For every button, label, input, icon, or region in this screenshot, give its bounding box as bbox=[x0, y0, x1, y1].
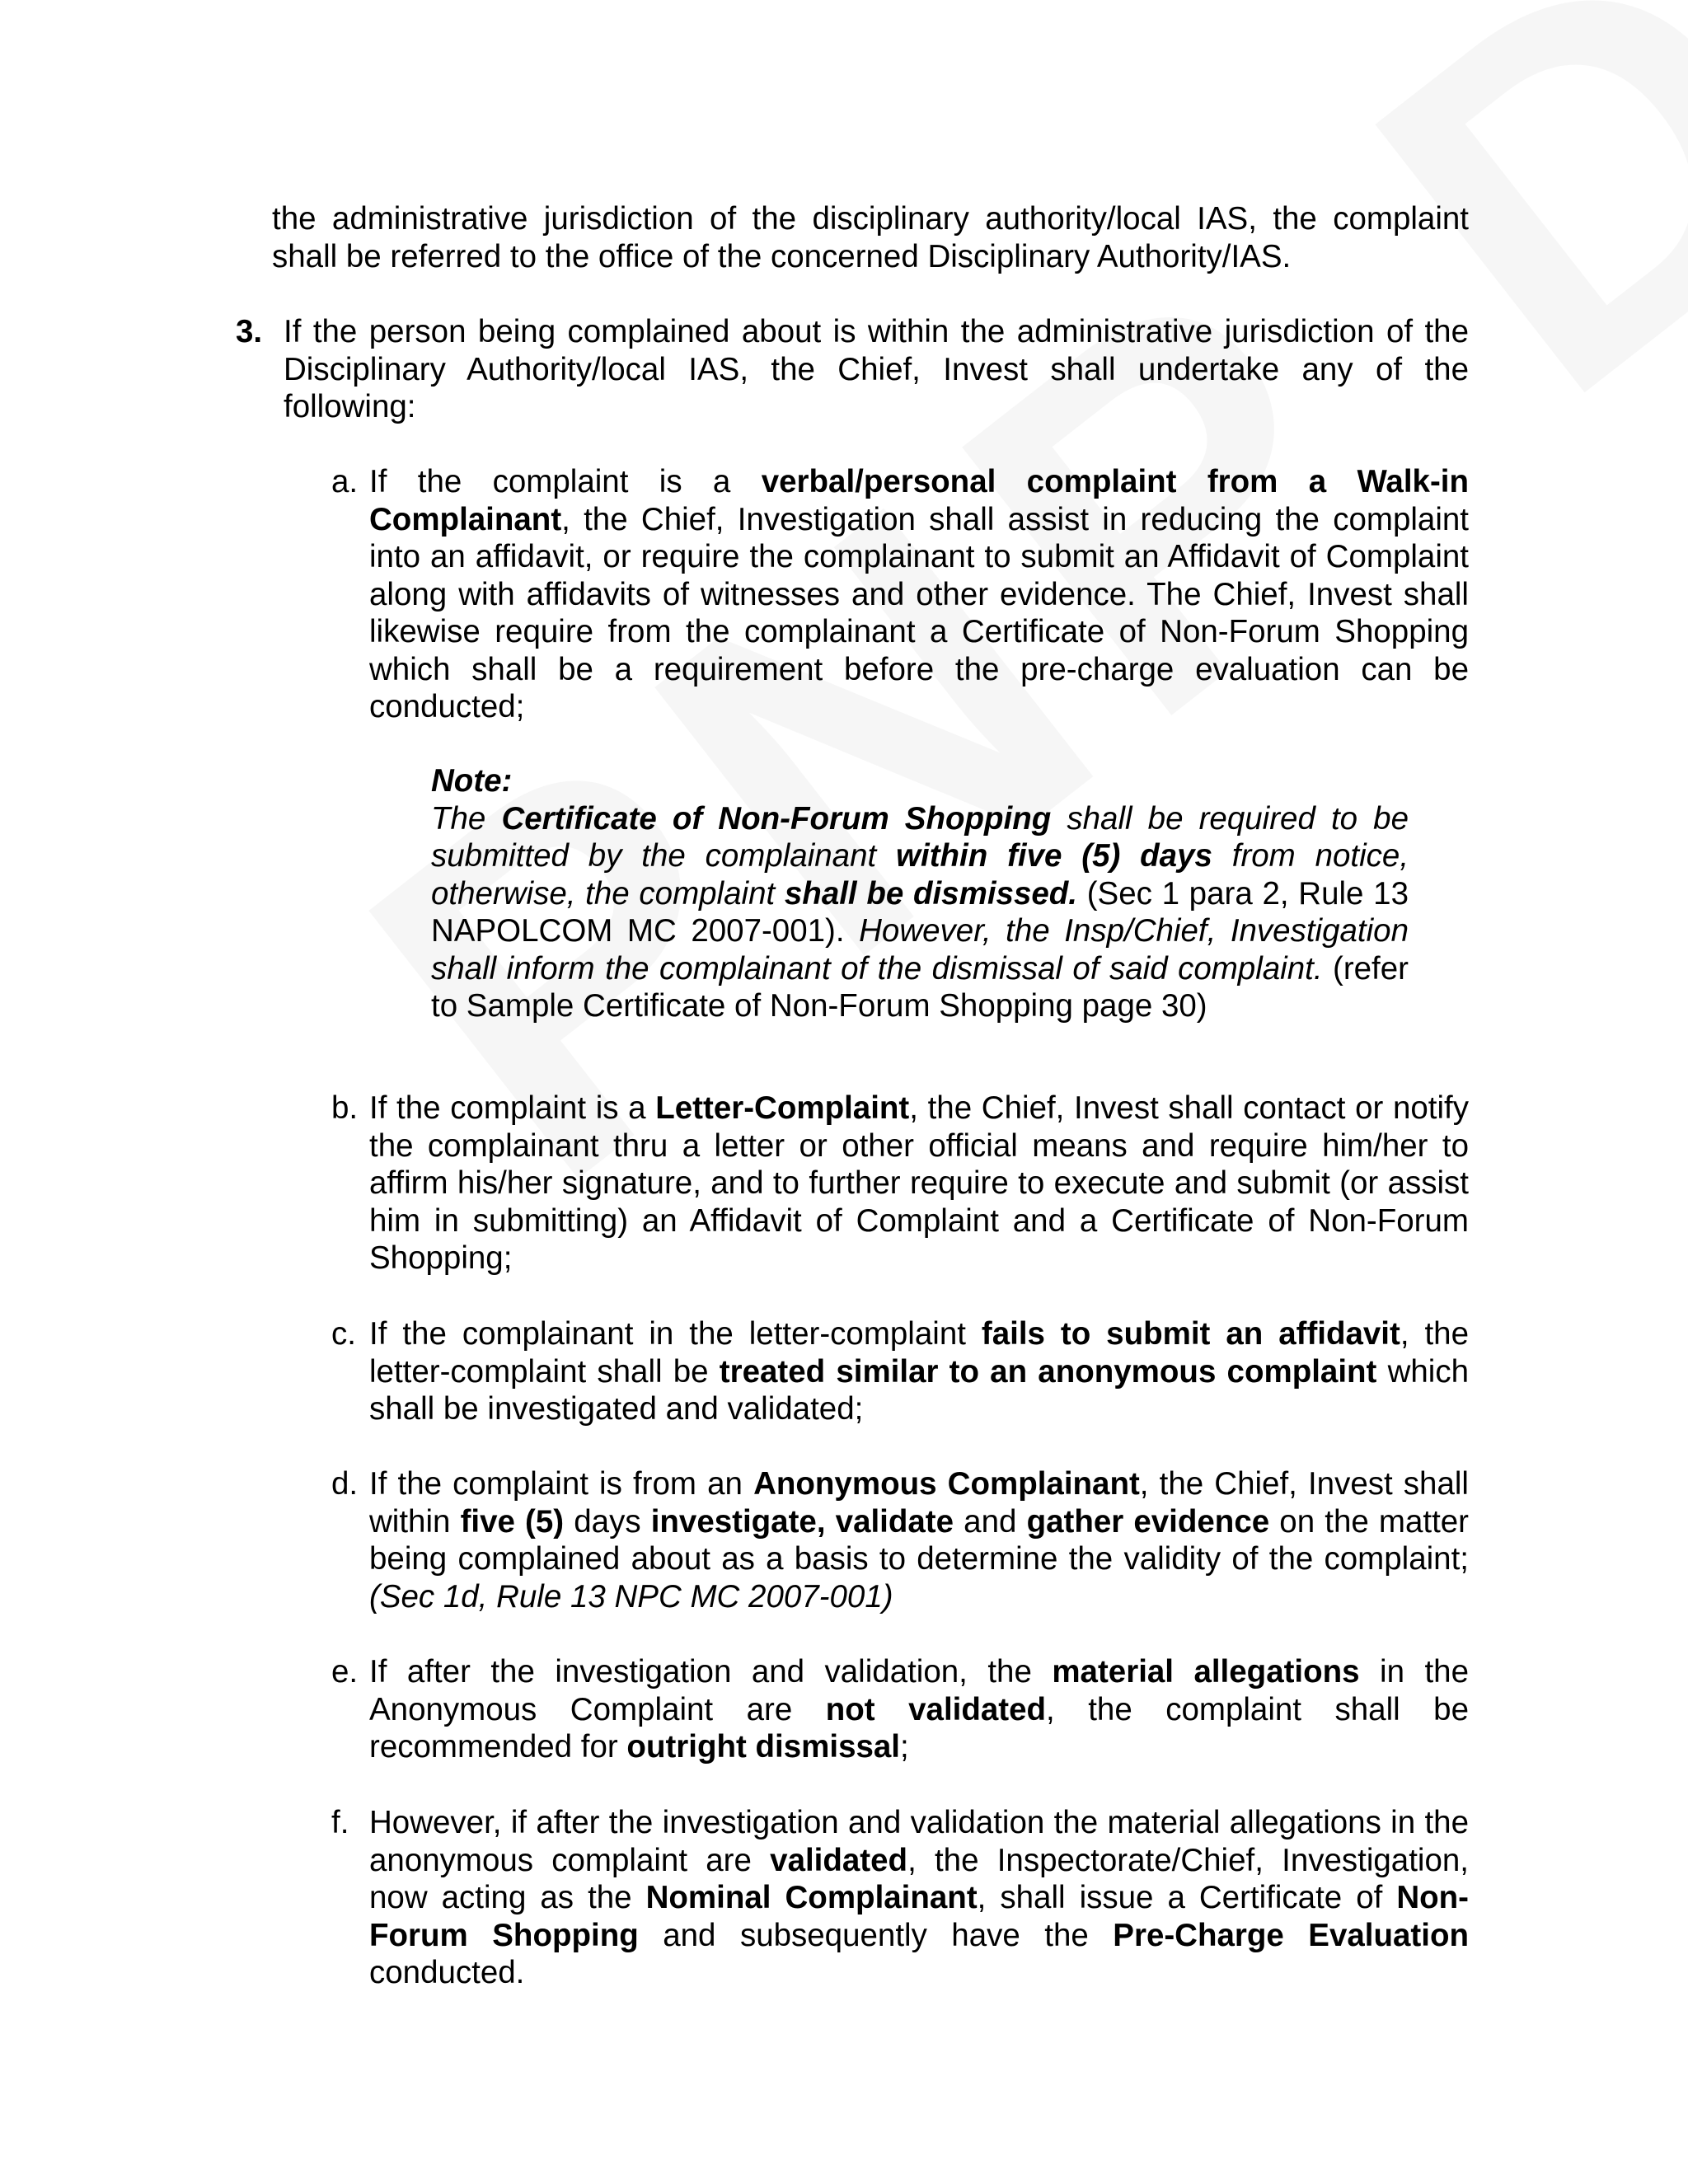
italic-run: (Sec 1d, Rule 13 NPC MC 2007-001) bbox=[369, 1578, 893, 1615]
text-run: (Sec 1 para 2, Rule 13 NAPOLCOM MC 2007-001). bbox=[431, 875, 1409, 949]
note-heading: Note: bbox=[431, 763, 513, 799]
text-run: If the complainant in the letter-complaint bbox=[369, 1316, 982, 1352]
sub-item-label: d. bbox=[331, 1466, 359, 1502]
text-run: on the matter being complained about as a basis to determine the validity of the complaint; bbox=[369, 1503, 1470, 1577]
bold-run: Letter-Complaint bbox=[655, 1090, 910, 1126]
text-run: , the Chief, Invest shall contact or notify the complainant thru a letter or other official means and require him/her to affirm his/her signature, and to further require to execute and submit (or assist him in submitting) an Affidavit of Complaint and a Certificate of Non-Forum Shopping; bbox=[369, 1090, 1469, 1276]
bold-run: validated bbox=[770, 1842, 908, 1878]
sub-item-c bbox=[331, 1315, 1469, 1428]
bold-italic-run: within five (5) days bbox=[896, 838, 1212, 874]
sub-item-label: b. bbox=[331, 1090, 359, 1126]
sub-item-label: e. bbox=[331, 1654, 359, 1690]
sub-item-label: c. bbox=[331, 1316, 356, 1352]
list-item-text: If the person being complained about is within the administrative jurisdiction of the Disciplinary Authority/local IAS, the Chief, Invest shall undertake any of the following: bbox=[284, 314, 1469, 424]
bold-run: outright dismissal bbox=[626, 1729, 900, 1765]
italic-run: The bbox=[431, 800, 502, 837]
bold-run: fails to submit an affidavit bbox=[981, 1316, 1400, 1352]
text-run: (refer to Sample Certificate of Non-Forum Shopping page 30) bbox=[431, 950, 1409, 1024]
text-run: If the complaint is a bbox=[369, 1090, 656, 1126]
bold-italic-run: Certificate of Non-Forum Shopping bbox=[501, 800, 1052, 837]
text-run: and subsequently have the bbox=[638, 1917, 1114, 1953]
bold-run: Nominal Complainant bbox=[645, 1880, 978, 1915]
bold-run: Anonymous Complainant bbox=[753, 1466, 1140, 1502]
italic-run: However, the Insp/Chief, Investigation shall inform the complainant of the dismissal of said complaint. bbox=[431, 913, 1409, 987]
sub-item-e bbox=[331, 1653, 1469, 1766]
bold-run: investigate, validate bbox=[650, 1503, 954, 1540]
bold-run: Non-Forum Shopping bbox=[369, 1880, 1469, 1953]
text-run: , the Chief, Invest shall within bbox=[369, 1466, 1469, 1540]
bold-run: Pre-Charge Evaluation bbox=[1113, 1917, 1469, 1953]
bold-run: verbal/personal complaint from a Walk-in Complainant bbox=[369, 464, 1469, 537]
italic-run: from notice, otherwise, the complaint bbox=[431, 838, 1409, 912]
text-run: , the letter-complaint shall be bbox=[369, 1316, 1469, 1390]
text-run: in the Anonymous Complaint are bbox=[369, 1654, 1469, 1727]
sub-item-f bbox=[331, 1804, 1469, 1992]
text-run: and bbox=[954, 1503, 1027, 1540]
bold-run: treated similar to an anonymous complaint bbox=[719, 1353, 1377, 1390]
text-run: conducted. bbox=[369, 1955, 525, 1990]
bold-run: five (5) bbox=[460, 1503, 565, 1540]
text-run: , shall issue a Certificate of bbox=[977, 1880, 1397, 1915]
sub-item-label: a. bbox=[331, 464, 359, 499]
list-number: 3. bbox=[236, 314, 263, 349]
text-run: days bbox=[564, 1503, 651, 1540]
bold-run: gather evidence bbox=[1026, 1503, 1270, 1540]
text-run: If the complaint is from an bbox=[369, 1466, 754, 1502]
text-run: ; bbox=[900, 1729, 909, 1765]
sub-item-d bbox=[331, 1465, 1470, 1615]
italic-run: shall be required to be submitted by the complainant bbox=[431, 800, 1409, 874]
text-run: , the Chief, Investigation shall assist in reducing the complaint into an affidavit, or require the complainant to submit an Affidavit of Complaint along with affidavits of witnesses and other evidence. The Chief, Invest shall likewise require from the complainant a Certificate of Non-Forum Shopping which shall be a requirement before the pre-charge evaluation can be conducted; bbox=[369, 501, 1469, 724]
bold-run: not validated bbox=[825, 1691, 1047, 1727]
sub-item-b bbox=[331, 1090, 1469, 1277]
bold-run: material allegations bbox=[1052, 1654, 1360, 1690]
text-run: , the Inspectorate/Chief, Investigation, now acting as the bbox=[369, 1842, 1469, 1915]
text-run: which shall be investigated and validated; bbox=[369, 1353, 1469, 1427]
text-run: If after the investigation and validation, the bbox=[369, 1654, 1053, 1690]
list-item-3 bbox=[236, 313, 1469, 426]
text-run: However, if after the investigation and validation the material allegations in the anonymous complaint are bbox=[369, 1805, 1469, 1878]
sub-item-label: f. bbox=[331, 1805, 349, 1840]
sub-item-a bbox=[331, 463, 1469, 726]
text-run: If the complaint is a bbox=[369, 464, 762, 499]
bold-italic-run: shall be dismissed. bbox=[784, 875, 1077, 912]
note-block bbox=[431, 762, 1409, 1025]
text-run: , the complaint shall be recommended for bbox=[369, 1691, 1469, 1765]
intro-paragraph: the administrative jurisdiction of the disciplinary authority/local IAS, the complaint shall be referred to the office of the concerned Disciplinary Authority/IAS. bbox=[272, 201, 1469, 274]
